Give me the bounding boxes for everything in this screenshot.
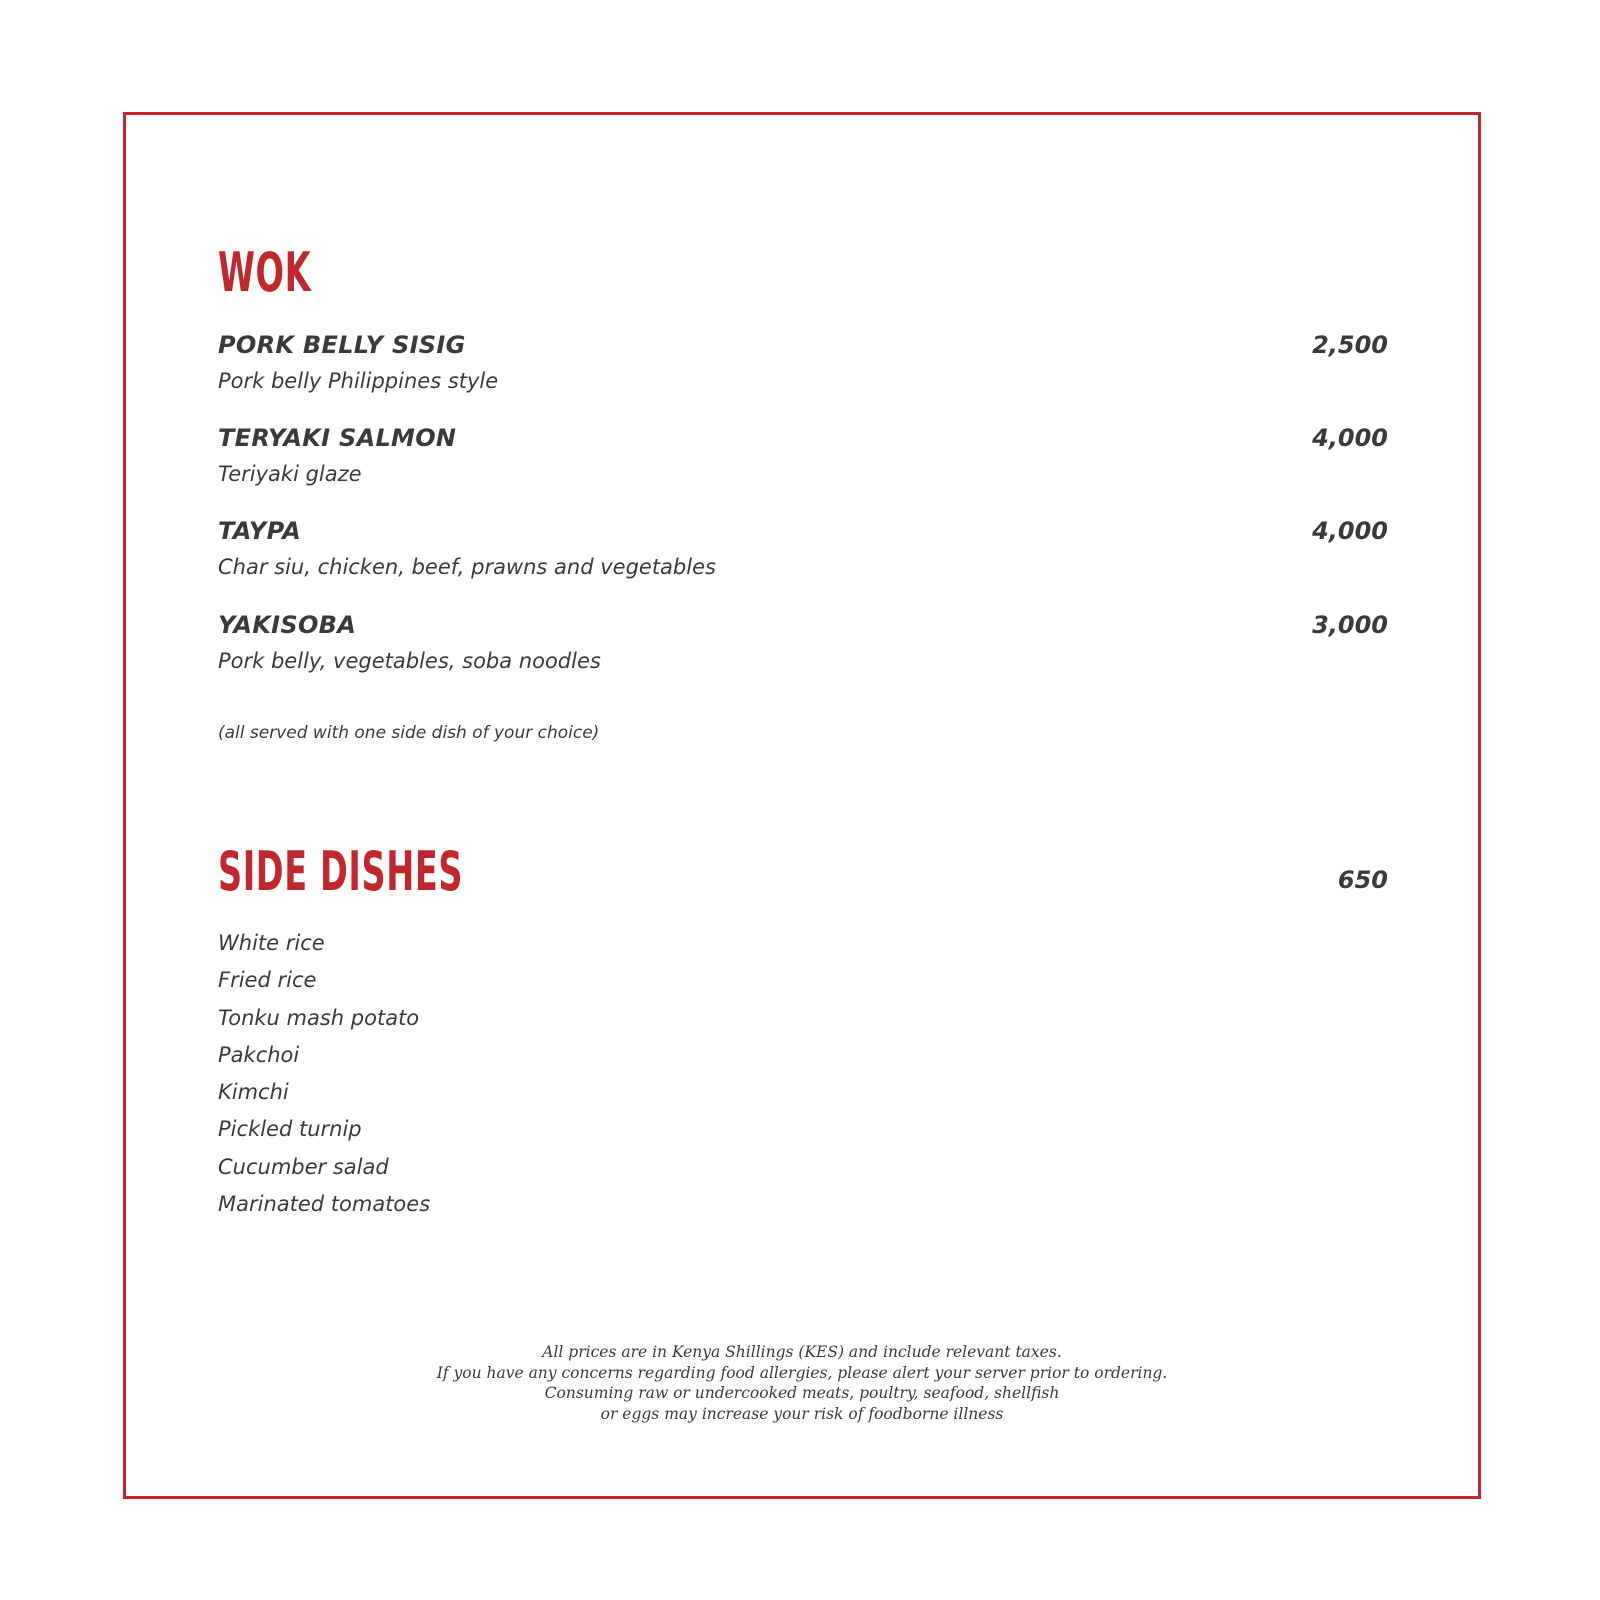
- menu-item-description: Pork belly Philippines style: [218, 369, 499, 393]
- section-title-wok: WOK: [218, 241, 312, 304]
- menu-item: [218, 611, 1388, 681]
- menu-footer-disclaimer: [123, 1342, 1481, 1424]
- side-dish-item: Marinated tomatoes: [218, 1192, 431, 1217]
- menu-item: [218, 424, 1388, 494]
- menu-item-price: 2,500: [1312, 331, 1388, 359]
- menu-item-description: Char siu, chicken, beef, prawns and vegetables: [218, 555, 716, 579]
- section-title-side-dishes: SIDE DISHES: [218, 840, 464, 903]
- side-dishes-list: [218, 925, 430, 1223]
- side-dish-item: Fried rice: [218, 968, 317, 993]
- menu-item-description: Pork belly, vegetables, soba noodles: [218, 649, 601, 673]
- side-dish-item: Pakchoi: [218, 1042, 300, 1067]
- menu-item-name: TERYAKI SALMON: [218, 424, 457, 452]
- menu-item: [218, 331, 1388, 401]
- footer-line: If you have any concerns regarding food allergies, please alert your server prior to ordering.: [436, 1363, 1168, 1382]
- side-dish-item: Pickled turnip: [218, 1117, 362, 1142]
- side-dish-item: White rice: [218, 931, 325, 955]
- side-dish-item: Kimchi: [218, 1080, 289, 1105]
- menu-item-description: Teriyaki glaze: [218, 462, 362, 486]
- footer-line: Consuming raw or undercooked meats, poultry, seafood, shellfish: [544, 1384, 1060, 1402]
- menu-item-price: 3,000: [1312, 611, 1388, 639]
- menu-item-price: 4,000: [1312, 517, 1388, 545]
- menu-item-price: 4,000: [1312, 424, 1388, 452]
- side-dishes-price: 650: [1337, 866, 1388, 894]
- wok-side-note: (all served with one side dish of your choice): [218, 723, 600, 743]
- menu-item-name: YAKISOBA: [218, 611, 357, 639]
- menu-item-name: PORK BELLY SISIG: [218, 331, 466, 359]
- menu-item-name: TAYPA: [218, 517, 302, 545]
- footer-line: All prices are in Kenya Shillings (KES) and include relevant taxes.: [542, 1343, 1062, 1361]
- footer-line: or eggs may increase your risk of foodborne illness: [600, 1404, 1004, 1423]
- side-dish-item: Cucumber salad: [218, 1154, 389, 1179]
- menu-item: [218, 517, 1388, 587]
- side-dish-item: Tonku mash potato: [218, 1005, 420, 1030]
